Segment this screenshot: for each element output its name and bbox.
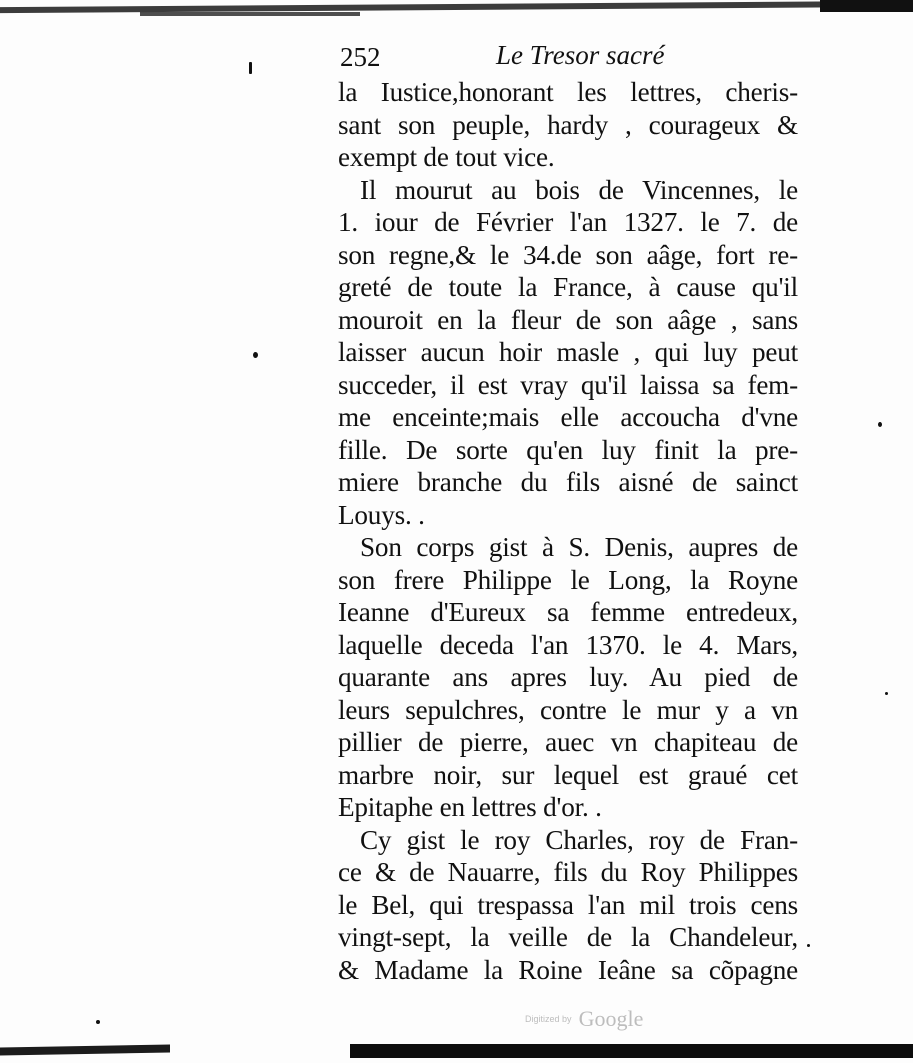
text-line: fille. De sorte qu'en luy finit la pre- [338,434,798,465]
ink-speck [249,62,252,74]
text-line: & Madame la Roine Ieâne sa cõpagne [338,954,798,985]
page-top-edge [0,0,913,22]
text-line: marbre noir, sur lequel est graué cet [338,759,798,790]
text-line: Epitaphe en lettres d'or. . [338,792,602,822]
body-text [338,76,798,986]
text-line: laquelle deceda l'an 1370. le 4. Mars, [338,629,798,660]
text-line: quarante ans apres luy. Au pied de [338,662,798,692]
text-line: leurs sepulchres, contre le mur y a vn [338,694,798,725]
ink-speck [253,352,258,358]
paragraph-start-line: Son corps gist à S. Denis, aupres de [360,532,798,562]
paragraph-start-line: Cy gist le roy Charles, roy de Fran- [360,824,798,855]
text-line: exempt de tout vice. [338,142,555,172]
text-line: Ieanne d'Eureux sa femme entredeux, [338,597,798,627]
running-title: Le Tresor sacré [496,40,665,70]
ink-speck [96,1020,100,1024]
ink-speck [885,692,888,695]
digitized-by-watermark [525,1006,643,1036]
text-line: ce & de Nauarre, fils du Roy Philippes [338,857,798,887]
text-line: greté de toute la France, à cause qu'il [338,272,798,302]
text-line: pillier de pierre, auec vn chapiteau de [338,727,798,757]
page-header [340,36,760,76]
text-line: la Iustice,honorant les lettres, cheris- [338,77,798,107]
ink-speck [878,422,882,427]
text-line: sant son peuple, hardy , courageux & [338,109,798,140]
text-line: vingt-sept, la veille de la Chandeleur, [338,922,798,952]
text-line: Louys. . [338,499,425,530]
page-bottom-edge [0,1040,913,1063]
text-line: le Bel, qui trespassa l'an mil trois cens [338,889,798,920]
text-line: laisser aucun hoir masle , qui luy peut [338,337,798,367]
text-line: son frere Philippe le Long, la Royne [338,564,798,595]
text-line: 1. iour de Février l'an 1327. le 7. de [338,207,798,237]
paragraph-start-line: Il mourut au bois de Vincennes, le [360,174,798,205]
text-line: son regne,& le 34.de son aâge, fort re- [338,239,798,270]
digitized-label: Digitized by [525,1014,572,1024]
ink-speck [807,944,810,947]
page-number: 252 [340,42,381,72]
text-line: succeder, il est vray qu'il laissa sa fem- [338,369,798,400]
google-logo: Google [578,1006,644,1031]
text-line: miere branche du fils aisné de sainct [338,467,798,497]
text-line: me enceinte;mais elle accoucha d'vne [338,402,798,432]
text-line: mouroit en la fleur de son aâge , sans [338,304,798,335]
